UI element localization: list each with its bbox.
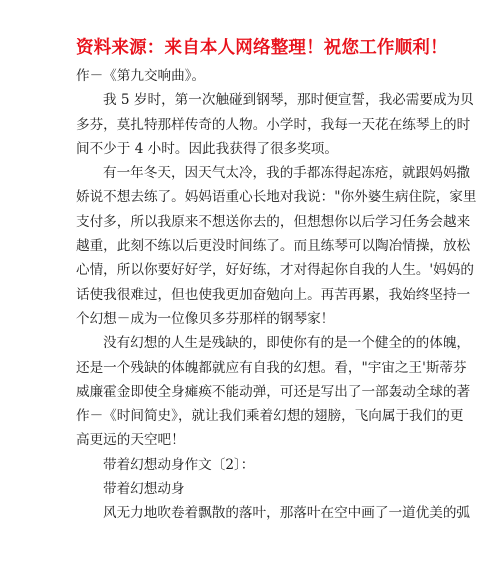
- text-line: 带着幻想动身作文〔2〕：: [103, 456, 255, 473]
- text-line: 还是一个残缺的体魄都就应有自我的幻想。看，"宇宙之王'斯蒂芬: [76, 359, 467, 376]
- text-line: 带着幻想动身: [103, 481, 185, 498]
- text-line: 越重，此刻不练以后更没时间练了。而且练琴可以陶冶情操，放松: [76, 238, 471, 255]
- text-line: 话使我很难过，但也使我更加奋勉向上。再苦再累，我始终坚持一: [76, 286, 471, 303]
- text-line: 作－《第九交响曲》。: [76, 68, 206, 84]
- document-body: [76, 64, 477, 526]
- text-line: 威廉霍金即使全身瘫痪不能动弹，可还是写出了一部轰动全球的著: [76, 383, 471, 400]
- source-banner: 资料来源：来自本人网络整理！祝您工作顺利！: [76, 38, 448, 58]
- text-line: 我 5 岁时，第一次触碰到钢琴，那时便宣誓，我必需要成为贝: [103, 92, 474, 109]
- text-line: 作－《时间简史》，就让我们乘着幻想的翅膀，飞向属于我们的更: [76, 408, 464, 425]
- text-line: 娇说不想去练了。妈妈语重心长地对我说："你外婆生病住院，家里: [76, 189, 477, 206]
- text-line: 有一年冬天，因天气太冷，我的手都冻得起冻疮，就跟妈妈撒: [103, 165, 471, 182]
- text-line: 高更远的天空吧！: [76, 432, 185, 449]
- text-line: 没有幻想的人生是残缺的，即使你有的是一个健全的的体魄，: [103, 335, 471, 352]
- text-line: 风无力地吹卷着飘散的落叶，那落叶在空中画了一道优美的弧: [103, 505, 471, 522]
- text-line: 个幻想－成为一位像贝多芬那样的钢琴家！: [76, 310, 335, 327]
- text-line: 间不少于 4 小时。因此我获得了很多奖项。: [76, 140, 338, 157]
- text-line: 心情，所以你要好好学，好好练，才对得起你自我的人生。'妈妈的: [76, 262, 474, 279]
- text-line: 多芬，莫扎特那样传奇的人物。小学时，我每一天花在练琴上的时: [76, 116, 471, 133]
- text-line: 支付多，所以我原来不想送你去的，但想想你以后学习任务会越来: [76, 213, 471, 230]
